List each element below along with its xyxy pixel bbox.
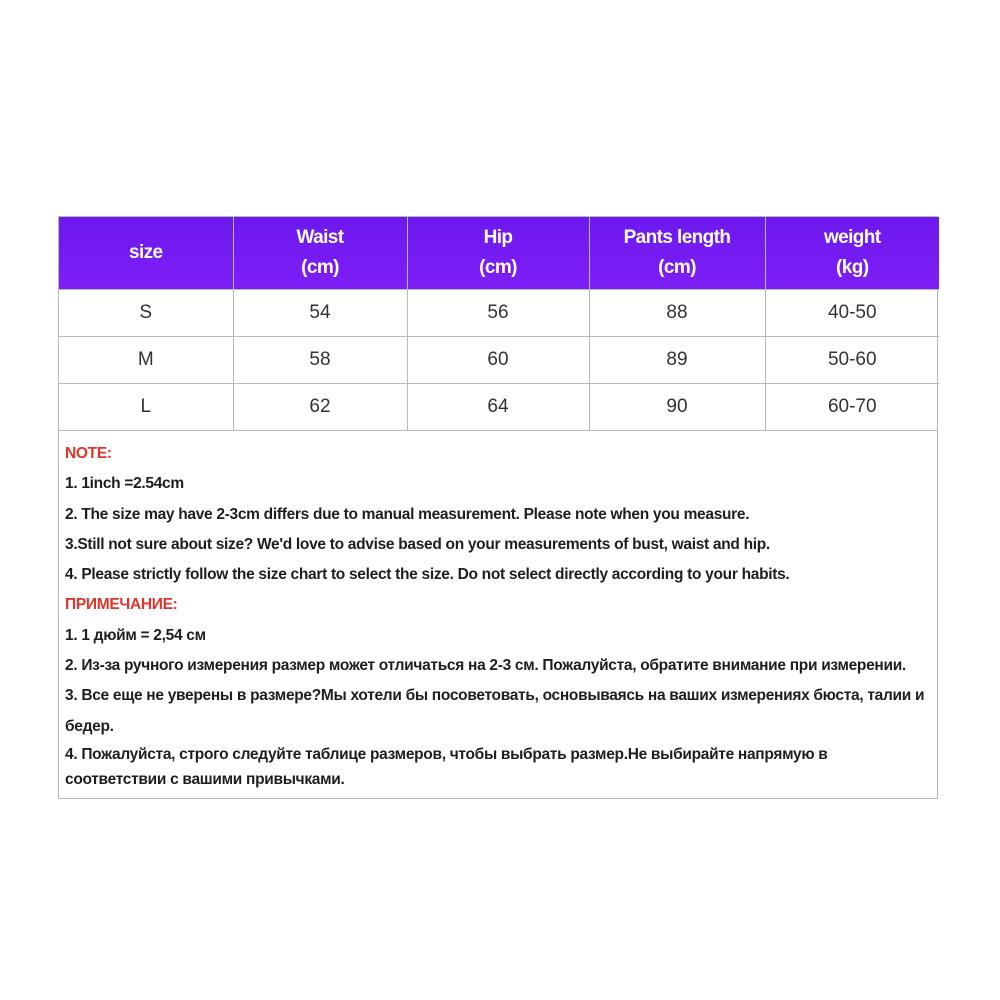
size-chart xyxy=(58,216,938,799)
note-heading-ru: ПРИМЕЧАНИЕ: xyxy=(65,596,178,614)
header-hip-label: Hip xyxy=(483,227,513,248)
cell-waist: 54 xyxy=(233,290,407,337)
cell-weight: 60-70 xyxy=(765,384,939,431)
header-weight-label: weight xyxy=(823,227,881,248)
table-row xyxy=(59,384,939,431)
cell-hip: 56 xyxy=(407,290,589,337)
note-heading: NOTE: xyxy=(65,445,112,462)
note-item-ru: 3. Все еще не уверены в размере?Мы хотели бы посоветовать, основываясь на ваших измерениях бюста, талии и бедер. xyxy=(65,687,925,735)
table-header-row xyxy=(59,217,939,290)
note-item: 1. 1inch =2.54cm xyxy=(65,475,184,493)
header-hip-unit: (cm) xyxy=(479,257,517,278)
note-item: 3.Still not sure about size? We'd love to advise based on your measurements of bust, waist and hip. xyxy=(65,535,770,553)
notes-section xyxy=(59,430,937,798)
header-waist-label: Waist xyxy=(296,227,344,248)
header-pants-length-unit: (cm) xyxy=(658,257,696,278)
header-waist xyxy=(233,217,407,290)
cell-size: M xyxy=(59,337,233,384)
note-item-ru: 1. 1 дюйм = 2,54 см xyxy=(65,626,206,644)
header-pants-length-label: Pants length xyxy=(623,227,731,248)
header-weight-unit: (kg) xyxy=(836,257,869,278)
size-table xyxy=(59,217,939,430)
header-size-label: size xyxy=(128,242,163,263)
header-hip xyxy=(407,217,589,290)
header-pants-length xyxy=(589,217,765,290)
table-row xyxy=(59,290,939,337)
cell-pants-length: 88 xyxy=(589,290,765,337)
cell-size: L xyxy=(59,384,233,431)
cell-pants-length: 90 xyxy=(589,384,765,431)
cell-size: S xyxy=(59,290,233,337)
header-weight xyxy=(765,217,939,290)
table-row xyxy=(59,337,939,384)
cell-weight: 40-50 xyxy=(765,290,939,337)
note-item: 2. The size may have 2-3cm differs due to manual measurement. Please note when you measure. xyxy=(65,505,750,523)
note-item: 4. Please strictly follow the size chart to select the size. Do not select directly according to your habits. xyxy=(65,566,790,584)
header-waist-unit: (cm) xyxy=(301,257,339,278)
header-size xyxy=(59,217,233,290)
note-item-ru: 2. Из-за ручного измерения размер может отличаться на 2-3 см. Пожалуйста, обратите внимание при измерении. xyxy=(65,657,906,675)
cell-waist: 62 xyxy=(233,384,407,431)
cell-pants-length: 89 xyxy=(589,337,765,384)
note-item-ru: 4. Пожалуйста, строго следуйте таблице размеров, чтобы выбрать размер.Не выбирайте напрямую в соответствии с вашими привычками. xyxy=(65,745,828,788)
cell-hip: 64 xyxy=(407,384,589,431)
cell-hip: 60 xyxy=(407,337,589,384)
cell-weight: 50-60 xyxy=(765,337,939,384)
cell-waist: 58 xyxy=(233,337,407,384)
